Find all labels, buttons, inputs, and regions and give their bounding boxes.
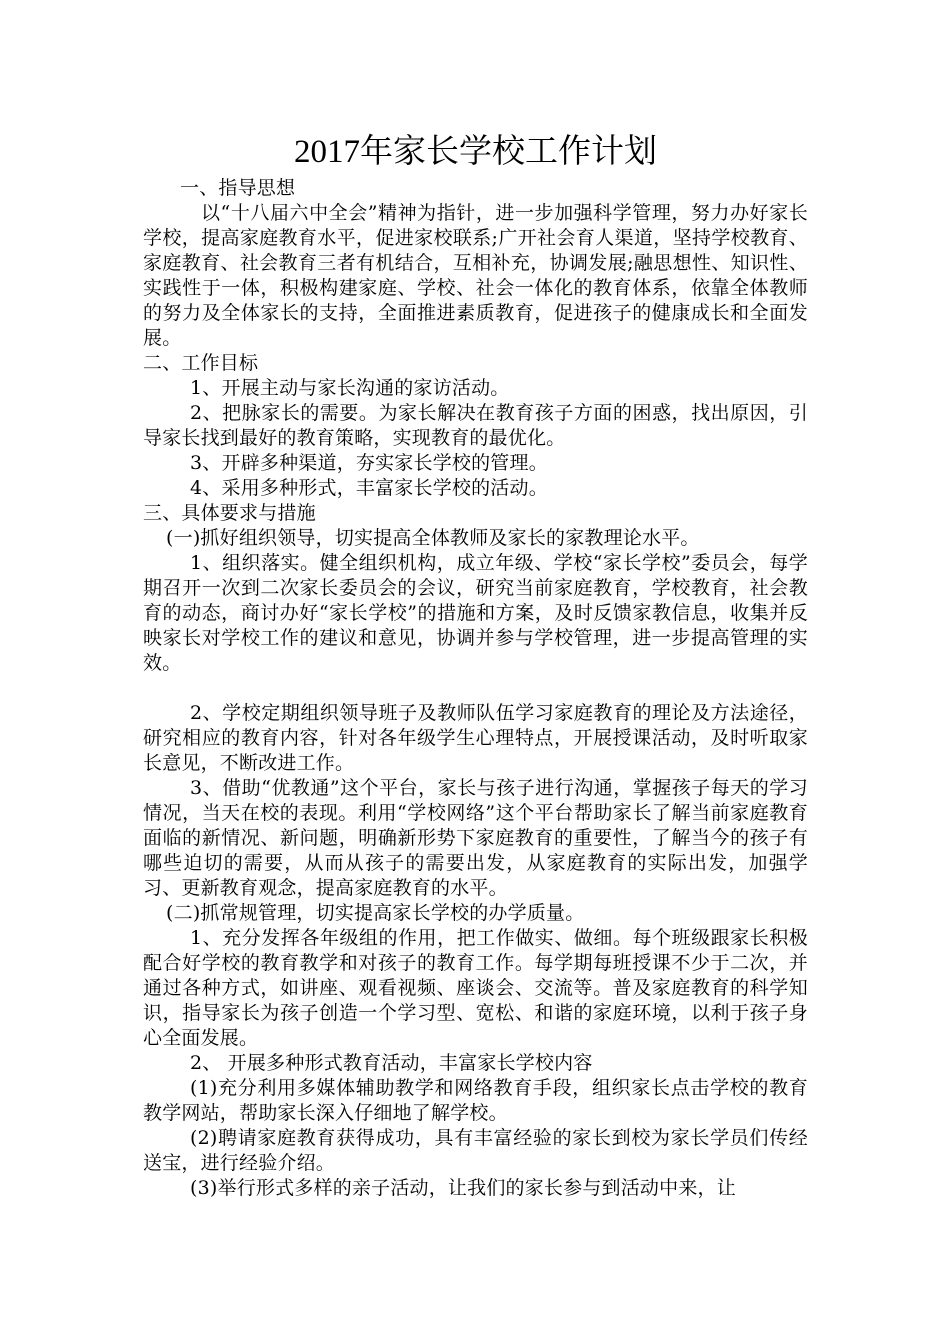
goal-item-2: 2、把脉家长的需要。为家长解决在教育孩子方面的困惑，找出原因，引导家长找到最好的教育策略，实现教育的最优化。 (143, 402, 808, 449)
subsection-heading-routine-management: (二)抓常规管理，切实提高家长学校的办学质量。 (166, 902, 585, 924)
paragraph-guiding-ideology: 以“十八届六中全会”精神为指针，进一步加强科学管理，努力办好家长学校，提高家庭教育水平，促进家校联系;广开社会育人渠道，坚持学校教育、家庭教育、社会教育三者有机结合，互相补充，协调发展;融思想性、知识性、实践性于一体，积极构建家庭、学校、社会一体化的教育体系，依靠全体教师的努力及全体家长的支持，全面推进素质教育，促进孩子的健康成长和全面发展。 (143, 202, 808, 349)
goal-item-1: 1、开展主动与家长沟通的家访活动。 (190, 377, 510, 399)
goal-item-3: 3、开辟多种渠道，夯实家长学校的管理。 (190, 452, 548, 474)
measure-item-2-2: 2、 开展多种形式教育活动，丰富家长学校内容 (190, 1052, 593, 1074)
activity-item-1: (1)充分利用多媒体辅助教学和网络教育手段，组织家长点击学校的教育教学网站，帮助家长深入仔细地了解学校。 (143, 1077, 808, 1124)
section-heading-measures: 三、具体要求与措施 (143, 502, 316, 524)
subsection-heading-organization: (一)抓好组织领导，切实提高全体教师及家长的家教理论水平。 (166, 527, 700, 549)
document-title: 2017年家长学校工作计划 (294, 134, 657, 170)
goal-item-4: 4、采用多种形式，丰富家长学校的活动。 (190, 477, 548, 499)
section-heading-guiding-ideology: 一、指导思想 (180, 177, 296, 199)
section-heading-work-goals: 二、工作目标 (143, 352, 259, 374)
blank-line (143, 676, 808, 701)
measure-item-1-3: 3、借助“优教通”这个平台，家长与孩子进行沟通，掌握孩子每天的学习情况，当天在校的表现。利用“学校网络”这个平台帮助家长了解当前家庭教育面临的新情况、新问题，明确新形势下家庭教育的重要性，了解当今的孩子有哪些迫切的需要，从而从孩子的需要出发，从家庭教育的实际出发，加强学习、更新教育观念，提高家庭教育的水平。 (143, 777, 808, 899)
measure-item-1-2: 2、学校定期组织领导班子及教师队伍学习家庭教育的理论及方法途径，研究相应的教育内容，针对各年级学生心理特点，开展授课活动，及时听取家长意见，不断改进工作。 (143, 702, 808, 774)
activity-item-2: (2)聘请家庭教育获得成功，具有丰富经验的家长到校为家长学员们传经送宝，进行经验介绍。 (143, 1127, 808, 1174)
activity-item-3: (3)举行形式多样的亲子活动，让我们的家长参与到活动中来，让 (190, 1177, 736, 1199)
document-body (143, 130, 808, 1201)
measure-item-2-1: 1、充分发挥各年级组的作用，把工作做实、做细。每个班级跟家长积极配合好学校的教育教学和对孩子的教育工作。每学期每班授课不少于二次，并通过各种方式，如讲座、观看视频、座谈会、交流等。普及家庭教育的科学知识，指导家长为孩子创造一个学习型、宽松、和谐的家庭环境，以利于孩子身心全面发展。 (143, 927, 808, 1049)
measure-item-1-1: 1、组织落实。健全组织机构，成立年级、学校“家长学校”委员会，每学期召开一次到二次家长委员会的会议，研究当前家庭教育，学校教育，社会教育的动态，商讨办好“家长学校”的措施和方案，及时反馈家教信息，收集并反映家长对学校工作的建议和意见，协调并参与学校管理，进一步提高管理的实效。 (143, 552, 808, 674)
